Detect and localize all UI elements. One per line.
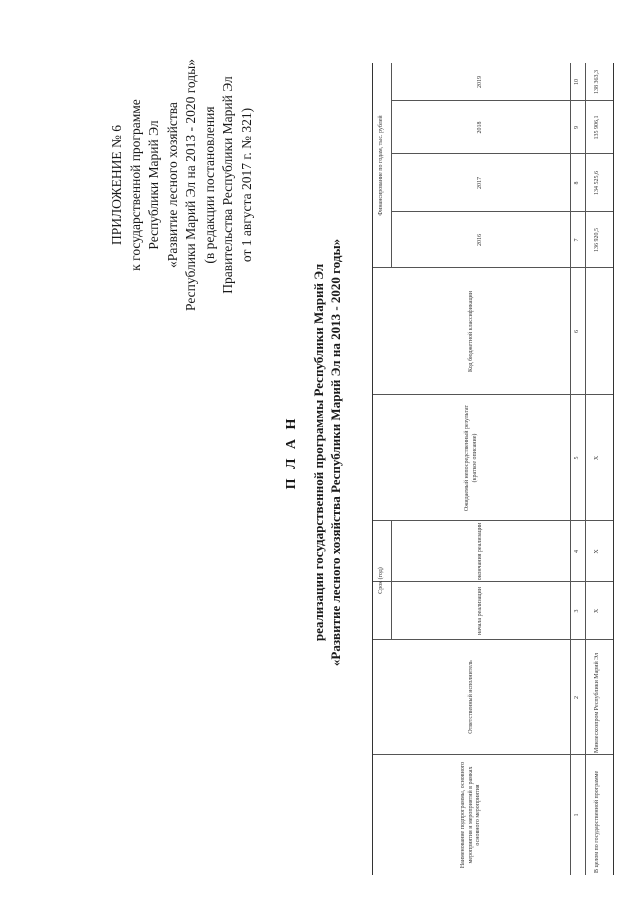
column-number: 10 <box>573 79 580 85</box>
row-executor: Минлесхозпром Республики Марий Эл <box>594 652 601 753</box>
row-budget-code <box>585 268 611 395</box>
header-term-start: начала реализации <box>476 587 483 635</box>
header-year-2017: 2017 <box>476 177 483 189</box>
appendix-line: (в редакции постановления <box>201 106 217 264</box>
header-year-2019: 2019 <box>476 76 483 88</box>
row-name: В целом по государственной программе <box>594 770 601 873</box>
header-executor: Ответственный исполнитель <box>467 660 474 734</box>
appendix-line: Правительства Республики Марий Эл <box>220 76 235 294</box>
appendix-block <box>108 35 256 335</box>
plan-subtitle: «Развитие лесного хозяйства Республики Марий Эл на 2013 - 2020 годы» <box>328 238 343 667</box>
header-year-2018: 2018 <box>476 121 483 134</box>
row-term-end: X <box>594 549 601 554</box>
appendix-line: ПРИЛОЖЕНИЕ № 6 <box>109 124 124 246</box>
column-number: 2 <box>573 696 580 699</box>
header-funding-group: Финансирование по годам, тыс. рублей <box>378 115 385 216</box>
header-term-end: окончания реализации <box>476 522 483 581</box>
header-term-group: Срок (год) <box>378 567 385 594</box>
plan-table <box>372 63 614 875</box>
row-value-2018: 135 906,1 <box>594 115 601 140</box>
row-value-2019: 138 363,3 <box>594 70 601 94</box>
appendix-line: от 1 августа 2017 г. № 321) <box>238 107 254 263</box>
header-name: Наименование подпрограммы, основного мероприятия и мероприятий в рамках основного мероприятия <box>460 761 482 869</box>
column-number: 8 <box>573 181 580 185</box>
header-budget-code: Код бюджетной классификации <box>467 291 474 372</box>
column-number: 6 <box>573 330 580 333</box>
column-number: 1 <box>573 813 580 817</box>
appendix-line: к государственной программе <box>127 99 143 271</box>
column-number: 3 <box>573 609 580 613</box>
header-result: Ожидаемый непосредственный результат (краткое описание) <box>464 404 478 512</box>
appendix-line: «Развитие лесного хозяйства <box>164 102 180 268</box>
column-number: 4 <box>573 550 580 553</box>
header-year-2016: 2016 <box>476 234 483 246</box>
row-value-2017: 134 525,6 <box>594 171 601 195</box>
row-result: X <box>594 455 601 461</box>
appendix-line: Республики Марий Эл <box>146 120 161 250</box>
column-number: 9 <box>573 126 580 129</box>
column-number: 7 <box>573 238 580 242</box>
appendix-line: Республики Марий Эл на 2013 - 2020 годы» <box>183 59 198 311</box>
column-number: 5 <box>573 456 580 460</box>
plan-subtitle: реализации государственной программы Республики Марий Эл <box>311 263 326 642</box>
row-term-start: X <box>594 608 601 614</box>
plan-title: П Л А Н <box>284 415 299 490</box>
row-value-2016: 136 920,5 <box>594 228 601 252</box>
